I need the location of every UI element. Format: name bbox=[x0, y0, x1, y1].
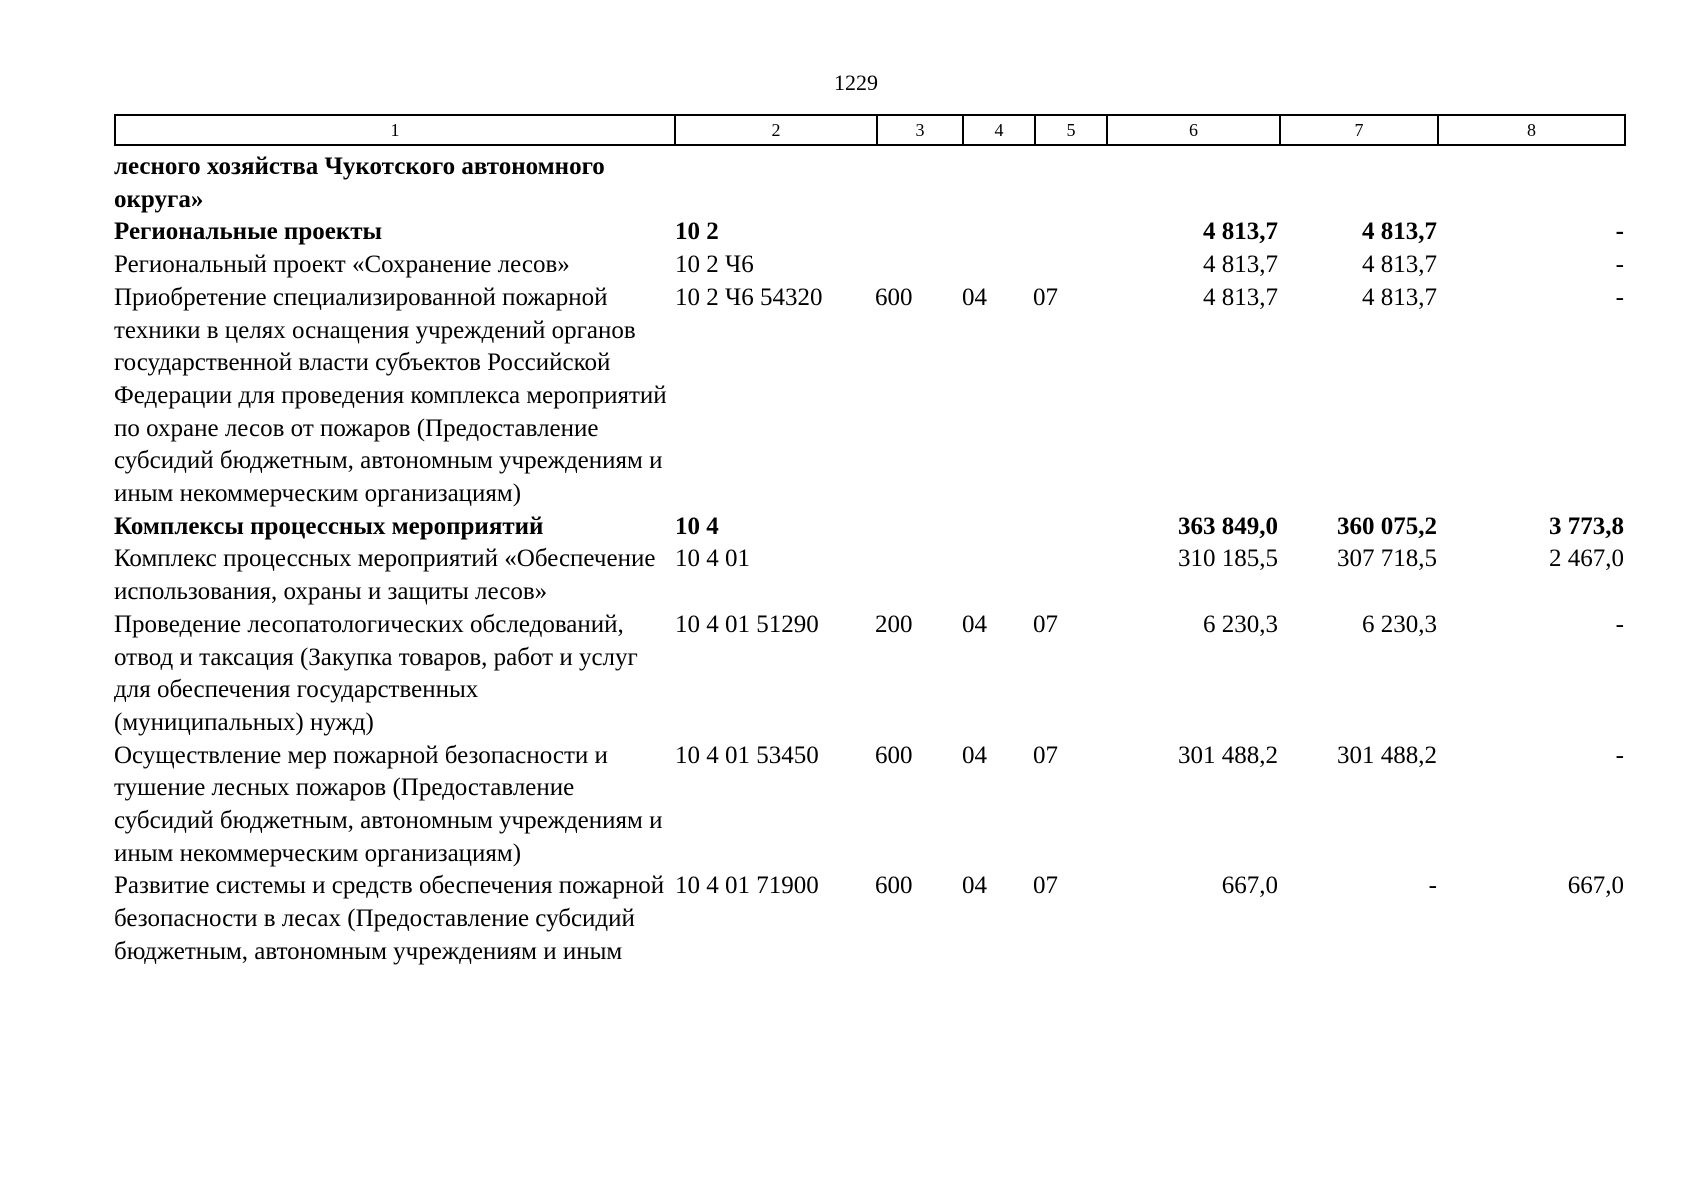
row-col5 bbox=[1033, 151, 1104, 216]
row-col5 bbox=[1033, 511, 1104, 544]
row-col7: - bbox=[1428, 872, 1437, 900]
row-col8 bbox=[1437, 151, 1624, 216]
row-col5: 07 bbox=[1033, 283, 1058, 311]
column-header-4: 4 bbox=[963, 115, 1035, 145]
row-col7: 301 488,2 bbox=[1337, 741, 1437, 769]
row-col8: 3 773,8 bbox=[1549, 512, 1624, 540]
table-row bbox=[114, 216, 1624, 249]
column-header-1: 1 bbox=[115, 115, 675, 145]
column-header-6: 6 bbox=[1107, 115, 1280, 145]
row-col8: - bbox=[1615, 741, 1624, 769]
row-col4 bbox=[962, 543, 1033, 608]
row-col6: 4 813,7 bbox=[1203, 283, 1278, 311]
row-col3: 600 bbox=[875, 283, 913, 311]
row-col5 bbox=[1033, 216, 1104, 249]
row-col4: 04 bbox=[962, 610, 987, 638]
row-col7: 6 230,3 bbox=[1362, 610, 1437, 638]
row-col3 bbox=[875, 216, 962, 249]
row-name: лесного хозяйства Чукотского автономного округа» bbox=[114, 153, 605, 213]
row-col7: 4 813,7 bbox=[1362, 283, 1437, 311]
page-number: 1229 bbox=[834, 70, 878, 95]
table-row bbox=[114, 609, 1624, 740]
column-header-3: 3 bbox=[877, 115, 963, 145]
row-col6 bbox=[1104, 151, 1278, 216]
row-col5: 07 bbox=[1033, 741, 1058, 769]
row-col6: 667,0 bbox=[1221, 872, 1278, 900]
row-name: Региональный проект «Сохранение лесов» bbox=[114, 251, 570, 279]
row-col8: - bbox=[1615, 218, 1624, 246]
column-header-5: 5 bbox=[1035, 115, 1107, 145]
column-header-2: 2 bbox=[675, 115, 877, 145]
table-row bbox=[114, 740, 1624, 871]
row-col7: 360 075,2 bbox=[1337, 512, 1437, 540]
row-col4 bbox=[962, 216, 1033, 249]
row-col7: 4 813,7 bbox=[1362, 218, 1437, 246]
row-col6: 310 185,5 bbox=[1178, 545, 1278, 573]
budget-table bbox=[114, 151, 1624, 969]
row-col4 bbox=[962, 511, 1033, 544]
row-name: Региональные проекты bbox=[114, 218, 383, 246]
row-col6: 4 813,7 bbox=[1203, 218, 1278, 246]
row-code: 10 4 01 71900 bbox=[675, 872, 819, 900]
row-code bbox=[675, 151, 875, 216]
row-code: 10 4 bbox=[675, 512, 719, 540]
row-code: 10 2 Ч6 bbox=[675, 251, 754, 279]
row-col6: 363 849,0 bbox=[1178, 512, 1278, 540]
row-col4 bbox=[962, 151, 1033, 216]
row-col8: 2 467,0 bbox=[1549, 545, 1624, 573]
row-col5 bbox=[1033, 543, 1104, 608]
row-code: 10 2 Ч6 54320 bbox=[675, 283, 823, 311]
row-col3: 600 bbox=[875, 872, 913, 900]
row-col7 bbox=[1278, 151, 1437, 216]
table-row bbox=[114, 249, 1624, 282]
table-row bbox=[114, 151, 1624, 216]
row-col8: - bbox=[1615, 283, 1624, 311]
row-code: 10 4 01 51290 bbox=[675, 610, 819, 638]
row-name: Комплексы процессных мероприятий bbox=[114, 512, 544, 540]
row-col3: 600 bbox=[875, 741, 913, 769]
row-col3 bbox=[875, 543, 962, 608]
row-col5: 07 bbox=[1033, 872, 1058, 900]
row-name: Осуществление мер пожарной безопасности и тушение лесных пожаров (Предоставление субсидий бюджетным, автономным учреждениям и иным некоммерческим организациям) bbox=[114, 741, 663, 867]
row-col8: - bbox=[1615, 610, 1624, 638]
row-col8: - bbox=[1615, 251, 1624, 279]
row-code: 10 2 bbox=[675, 218, 719, 246]
row-col3: 200 bbox=[875, 610, 913, 638]
row-col6: 4 813,7 bbox=[1203, 251, 1278, 279]
row-col4: 04 bbox=[962, 872, 987, 900]
row-name: Развитие системы и средств обеспечения пожарной безопасности в лесах (Предоставление субсидий бюджетным, автономным учреждениям и иным bbox=[114, 872, 665, 965]
row-col3 bbox=[875, 511, 962, 544]
row-col5: 07 bbox=[1033, 610, 1058, 638]
row-col4: 04 bbox=[962, 283, 987, 311]
row-name: Комплекс процессных мероприятий «Обеспечение использования, охраны и защиты лесов» bbox=[114, 545, 656, 606]
row-code: 10 4 01 53450 bbox=[675, 741, 819, 769]
table-row bbox=[114, 543, 1624, 608]
row-col7: 307 718,5 bbox=[1337, 545, 1437, 573]
row-code: 10 4 01 bbox=[675, 545, 750, 573]
column-number-header bbox=[114, 114, 1626, 146]
row-name: Приобретение специализированной пожарной техники в целях оснащения учреждений органов государственной власти субъектов Российской Федерации для проведения комплекса мероприятий по охране лесов от пожаров (Предоставление субсидий бюджетным, автономным учреждениям и иным некоммерческим организациям) bbox=[114, 283, 667, 508]
table-row bbox=[114, 870, 1624, 968]
row-col4: 04 bbox=[962, 741, 987, 769]
column-header-7: 7 bbox=[1280, 115, 1438, 145]
row-col3 bbox=[875, 151, 962, 216]
row-col6: 6 230,3 bbox=[1203, 610, 1278, 638]
row-col7: 4 813,7 bbox=[1362, 251, 1437, 279]
table-row bbox=[114, 282, 1624, 511]
row-col6: 301 488,2 bbox=[1178, 741, 1278, 769]
row-name: Проведение лесопатологических обследований, отвод и таксация (Закупка товаров, работ и услуг для обеспечения государственных (муниципальных) нужд) bbox=[114, 610, 638, 736]
row-col3 bbox=[875, 249, 962, 282]
column-header-8: 8 bbox=[1438, 115, 1625, 145]
row-col8: 667,0 bbox=[1567, 872, 1624, 900]
row-col4 bbox=[962, 249, 1033, 282]
row-col5 bbox=[1033, 249, 1104, 282]
table-row bbox=[114, 511, 1624, 544]
